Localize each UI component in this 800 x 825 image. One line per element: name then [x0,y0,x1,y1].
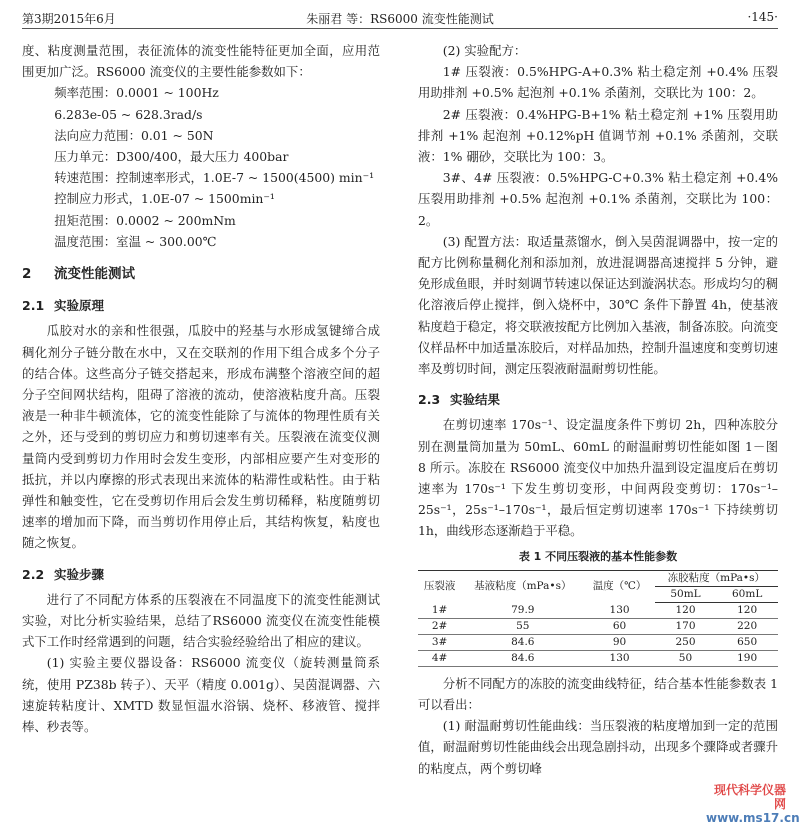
formula-2: 2# 压裂液：0.4%HPG-B+1% 粘土稳定剂 +1% 压裂用助排剂 +1% 起泡剂 +0.12%pH 值调节剂 +0.1% 杀菌剂，交联液：1% 硼砂，交联比为 100：3。 [418,106,778,165]
left-column [22,40,380,737]
section-title: 流变性能测试 [54,266,135,283]
table-cell: 650 [716,634,778,650]
table-cell: 84.6 [461,634,584,650]
table-cell: 170 [655,618,717,634]
formula-heading: (2) 实验配方： [442,43,527,58]
table-cell: 90 [584,634,654,650]
table-row [418,650,778,666]
section-2-3-heading [418,389,778,410]
table-cell: 50 [655,650,717,666]
col-header-fluid: 压裂液 [418,570,461,602]
procedure-paragraph: 进行了不同配方体系的压裂液在不同温度下的流变性能测试实验，对比分析实验结果，总结了RS6000 流变仪在流变性能模式下工作时经常遇到的问题，结合实验经验给出了相应的建议。 [22,591,380,650]
section-2-heading [22,264,380,285]
spec-item: 转速范围：控制速率形式，1.0E-7 ~ 1500(4500) min⁻¹ [54,170,375,186]
site-watermark [706,783,800,825]
table-caption: 表 1 不同压裂液的基本性能参数 [518,549,678,563]
page-number: ·145· [747,10,778,24]
section-title: 实验结果 [450,392,501,408]
table-cell: 79.9 [461,602,584,618]
col-header-50ml: 50mL [655,586,717,602]
table-cell: 250 [655,634,717,650]
spec-list [22,82,380,252]
formula-3: 3#、4# 压裂液：0.5%HPG-C+0.3% 粘土稳定剂 +0.4% 压裂用助排剂 +0.5% 起泡剂 +0.1% 杀菌剂，交联比为 100：2。 [418,170,778,228]
watermark-line-2: www.ms17.cn [706,811,800,825]
section-number: 2.1 [22,298,45,314]
spec-item: 压力单元：D300/400，最大压力 400bar [54,149,289,165]
table-row [418,618,778,634]
section-title: 实验步骤 [54,566,105,582]
article-running-title: 朱丽君 等：RS6000 流变性能测试 [306,12,494,26]
section-number: 2.3 [418,392,441,408]
running-header [22,8,778,29]
spec-item: 6.283e-05 ~ 628.3rad/s [54,106,203,122]
section-2-1-heading [22,295,380,316]
intro-paragraph: 度、粘度测量范围，表征流体的流变性能特征更加全面，应用范围更加广泛。RS6000 流变仪的主要性能参数如下： [22,43,380,80]
equipment-paragraph: (1) 实验主要仪器设备：RS6000 流变仪（旋转测量筒系统，使用 PZ38b 转子）、天平（精度 0.001g）、吴茵混调器、六速旋转粘度计、XMTD 数显恒温水浴锅、烧杯、移液管、搅拌棒、秒表等。 [22,655,380,735]
results-paragraph: 在剪切速率 170s⁻¹、设定温度条件下剪切 2h，四种冻胶分别在测量筒加量为 50mL、60mL 的耐温耐剪切性能如图 1－图 8 所示。冻胶在 RS6000 流变仪中加热升温到设定温度后在剪切速率为 170s⁻¹ 下发生剪切变形，中间两段变剪切：170s⁻¹–25s⁻¹，25s⁻¹–170s⁻¹，最后恒定剪切速率 170s⁻¹ 下持续剪切 1h，曲线形态逐渐趋于平稳。 [418,417,778,539]
watermark-line-1: 现代科学仪器网 [713,783,786,811]
journal-issue: 第3期2015年6月 [22,12,116,26]
table-row [418,634,778,650]
section-2-2-heading [22,564,380,585]
col-header-temperature: 温度（℃） [584,570,654,602]
spec-item: 温度范围：室温 ~ 300.00℃ [54,233,217,249]
section-number: 2 [22,266,32,283]
spec-item: 控制应力形式，1.0E-07 ~ 1500min⁻¹ [54,191,275,207]
spec-item: 扭矩范围：0.0002 ~ 200mNm [54,212,236,228]
section-number: 2.2 [22,566,45,582]
col-header-60ml: 60mL [716,586,778,602]
table-cell: 120 [716,602,778,618]
table-cell: 60 [584,618,654,634]
formula-1: 1# 压裂液：0.5%HPG-A+0.3% 粘土稳定剂 +0.4% 压裂用助排剂 +0.5% 起泡剂 +0.1% 杀菌剂，交联比为 100：2。 [418,64,778,101]
table-cell: 130 [584,650,654,666]
properties-table [418,570,778,667]
section-title: 实验原理 [54,298,105,314]
spec-item: 法向应力范围：0.01 ~ 50N [54,127,214,143]
table-cell: 4# [418,650,461,666]
right-column [418,40,778,779]
table-cell: 190 [716,650,778,666]
table-cell: 84.6 [461,650,584,666]
table-row [418,602,778,618]
table-cell: 130 [584,602,654,618]
table-cell: 220 [716,618,778,634]
table-cell: 55 [461,618,584,634]
col-header-base-viscosity: 基液粘度（mPa•s） [461,570,584,602]
col-header-gel-viscosity: 冻胶粘度（mPa•s） [655,570,778,586]
analysis-paragraph: 分析不同配方的冻胶的流变曲线特征，结合基本性能参数表 1 可以看出： [418,675,778,713]
preparation-paragraph: (3) 配置方法：取适量蒸馏水，倒入吴茵混调器中，按一定的配方比例称量稠化剂和添加剂，放进混调器高速搅拌 5 分钟，避免形成鱼眼，并时刻调节转速以保证达到漩涡状态。形成均匀的稠化溶液后停止搅拌，倒入烧杯中，30℃ 条件下静置 4h，使基液粘度趋于稳定，将交联液按配方比例加入基液，制备冻胶。向流变仪样品杯中加适量冻胶后，对样品加热，控制升温速度和变剪切速率及剪切时间，测定压裂液耐温耐剪切性能。 [418,233,778,377]
table-cell: 120 [655,602,717,618]
table-cell: 3# [418,634,461,650]
observation-1: (1) 耐温耐剪切性能曲线：当压裂液的粘度增加到一定的范围值，耐温耐剪切性能曲线会出现急剧抖动，出现多个骤降或者骤升的粘度点，两个剪切峰 [418,718,778,776]
principle-paragraph: 瓜胶对水的亲和性很强，瓜胶中的羟基与水形成氢键缔合成稠化剂分子链分散在水中，又在交联剂的作用下组合成多个分子的结合体。这些高分子链交搭起来，形成布满整个溶液空间的超分子空间网状结构，阻碍了溶液的流动，使溶液粘度升高。压裂液是一种非牛顿流体，它的流变性能除了与流体的物理性质有关之外，还与受到的剪切应力和剪切速率有关。压裂液在流变仪测量筒内受到剪切力作用时会发生变形，内部相应要产生对变形的抵抗，并以内摩擦的形式表现出来流体的粘滞性或粘性。由于粘弹性和触变性，它在受剪切作用后会发生剪切稀释，粘度随剪切速率的增加而下降，而当剪切作用停止后，其结构恢复，粘度也随之恢复。 [22,323,380,551]
spec-item: 频率范围：0.0001 ~ 100Hz [54,85,219,101]
table-cell: 2# [418,618,461,634]
table-cell: 1# [418,602,461,618]
